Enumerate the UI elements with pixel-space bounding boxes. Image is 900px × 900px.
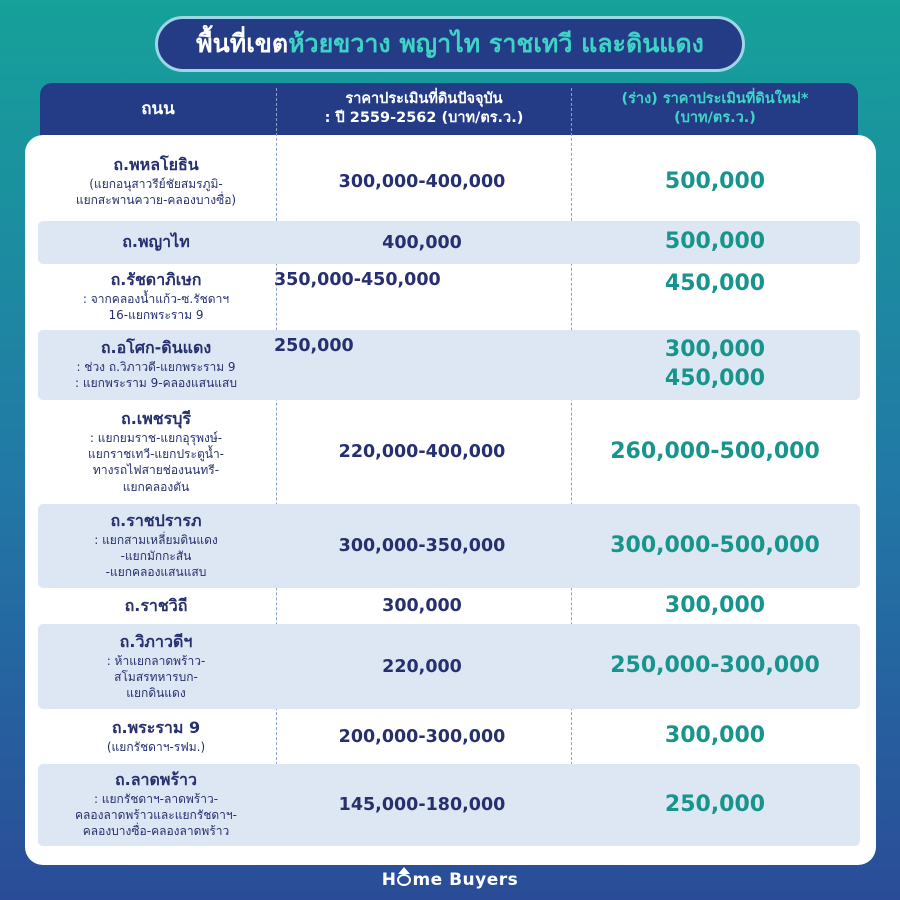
road-name: ถ.วิภาวดีฯ bbox=[119, 631, 193, 651]
table-row bbox=[38, 330, 860, 400]
current-price: 400,000 bbox=[382, 232, 462, 253]
header-road bbox=[40, 83, 276, 135]
road-cell bbox=[38, 709, 274, 764]
header-new-line-2: (บาท/ตร.ว.) bbox=[674, 110, 756, 126]
road-segment: แยกดินแดง bbox=[126, 685, 186, 700]
header-current-price bbox=[276, 83, 572, 135]
current-price: 250,000 bbox=[274, 336, 354, 356]
title-part-1: พื้นที่เขต bbox=[196, 29, 289, 58]
road-segment: -แยกคลองแสนแสบ bbox=[105, 565, 207, 580]
table-row bbox=[38, 400, 860, 504]
road-name: ถ.อโศก-ดินแดง bbox=[100, 338, 212, 358]
new-price: 300,000 bbox=[664, 723, 766, 749]
road-segment: 16-แยกพระราม 9 bbox=[108, 308, 204, 323]
header-new-line-1: (ร่าง) ราคาประเมินที่ดินใหม่* bbox=[621, 91, 809, 108]
house-icon bbox=[397, 874, 411, 886]
current-price: 220,000 bbox=[382, 656, 462, 677]
table-row bbox=[38, 709, 860, 764]
new-price: 300,000 bbox=[664, 337, 766, 362]
table-row bbox=[38, 143, 860, 221]
road-segment: สโมสรทหารบก- bbox=[114, 669, 198, 684]
new-price-cell bbox=[570, 221, 860, 264]
title-part-2: ห้วยขวาง พญาไท ราชเทวี และดินแดง bbox=[288, 29, 704, 58]
page-title bbox=[155, 16, 745, 72]
road-segment: : จากคลองน้ำแก้ว-ซ.รัชดาฯ bbox=[82, 292, 230, 307]
header-new-price bbox=[572, 83, 858, 135]
road-segment: : แยกสามเหลี่ยมดินแดง bbox=[94, 533, 218, 548]
new-price: 500,000 bbox=[664, 229, 766, 255]
road-segment: : ห้าแยกลาดพร้าว- bbox=[106, 653, 206, 668]
table-row bbox=[38, 764, 860, 846]
new-price: 500,000 bbox=[664, 168, 766, 194]
road-segment: -แยกมักกะสัน bbox=[120, 549, 192, 564]
road-segment: คลองบางซื่อ-คลองลาดพร้าว bbox=[82, 824, 230, 839]
table-row bbox=[38, 264, 860, 330]
logo-prefix: H bbox=[381, 870, 397, 890]
current-price: 300,000-400,000 bbox=[338, 172, 506, 192]
road-cell bbox=[38, 400, 274, 504]
road-segment: (แยกรัชดาฯ-รฟม.) bbox=[106, 739, 206, 754]
road-cell bbox=[38, 330, 274, 400]
table-row bbox=[38, 588, 860, 624]
road-cell bbox=[38, 764, 274, 846]
new-price: 300,000 bbox=[664, 592, 766, 618]
road-cell bbox=[38, 504, 274, 588]
road-cell bbox=[38, 264, 274, 330]
current-price: 145,000-180,000 bbox=[338, 795, 506, 815]
new-price: 300,000-500,000 bbox=[610, 532, 820, 558]
header-current-line-1: ราคาประเมินที่ดินปัจจุบัน bbox=[345, 91, 503, 108]
road-segment: (แยกอนุสาวรีย์ชัยสมรภูมิ- bbox=[89, 177, 223, 192]
road-cell bbox=[38, 624, 274, 709]
road-segment: แยกราชเทวี-แยกประตูน้ำ- bbox=[87, 447, 225, 462]
brand-logo bbox=[0, 870, 900, 890]
new-price-cell bbox=[570, 764, 860, 846]
new-price-cell bbox=[570, 709, 860, 764]
new-price-cell bbox=[570, 588, 860, 624]
road-segment: แยกสะพานควาย-คลองบางซื่อ) bbox=[75, 193, 237, 208]
road-segment: : แยกยมราช-แยกอุรุพงษ์- bbox=[89, 431, 223, 446]
road-name: ถ.รัชดาภิเษก bbox=[110, 270, 202, 290]
road-segment: : แยกพระราม 9-คลองแสนแสบ bbox=[75, 376, 237, 391]
current-price: 300,000-350,000 bbox=[338, 536, 506, 556]
road-name: ถ.ราชวิถี bbox=[124, 595, 188, 615]
new-price: 250,000-300,000 bbox=[610, 653, 820, 679]
current-price: 350,000-450,000 bbox=[274, 270, 441, 290]
road-cell bbox=[38, 588, 274, 624]
new-price: 250,000 bbox=[664, 791, 766, 817]
road-name: ถ.พระราม 9 bbox=[111, 718, 201, 737]
logo-suffix: me Buyers bbox=[412, 870, 519, 890]
road-cell bbox=[38, 221, 274, 264]
road-cell bbox=[38, 143, 274, 221]
new-price: 450,000 bbox=[664, 271, 766, 296]
table-row bbox=[38, 504, 860, 588]
new-price: 260,000-500,000 bbox=[610, 438, 820, 464]
table-header bbox=[40, 83, 858, 143]
road-segment: : แยกรัชดาฯ-ลาดพร้าว- bbox=[93, 792, 219, 807]
new-price-cell bbox=[570, 143, 860, 221]
current-price: 220,000-400,000 bbox=[338, 442, 506, 462]
new-price-cell bbox=[570, 264, 860, 330]
current-price: 200,000-300,000 bbox=[338, 726, 506, 747]
header-current-line-2: : ปี 2559-2562 (บาท/ตร.ว.) bbox=[324, 110, 524, 126]
new-price-cell bbox=[570, 330, 860, 400]
new-price: 450,000 bbox=[664, 365, 766, 391]
road-name: ถ.ลาดพร้าว bbox=[114, 770, 198, 790]
header-road-label: ถนน bbox=[141, 98, 175, 119]
road-name: ถ.เพชรบุรี bbox=[121, 409, 191, 429]
new-price-cell bbox=[570, 504, 860, 588]
road-name: ถ.พหลโยธิน bbox=[113, 155, 199, 175]
road-segment: ทางรถไฟสายช่องนนทรี- bbox=[92, 463, 220, 478]
current-price: 300,000 bbox=[382, 596, 462, 616]
road-segment: แยกคลองตัน bbox=[122, 479, 190, 494]
table-row bbox=[38, 624, 860, 709]
new-price-cell bbox=[570, 624, 860, 709]
new-price-cell bbox=[570, 400, 860, 504]
road-segment: : ช่วง ถ.วิภาวดี-แยกพระราม 9 bbox=[76, 360, 236, 375]
road-name: ถ.พญาไท bbox=[122, 232, 190, 252]
road-name: ถ.ราชปรารภ bbox=[110, 511, 202, 531]
road-segment: คลองลาดพร้าวและแยกรัชดาฯ- bbox=[75, 808, 237, 823]
table-row bbox=[38, 221, 860, 264]
